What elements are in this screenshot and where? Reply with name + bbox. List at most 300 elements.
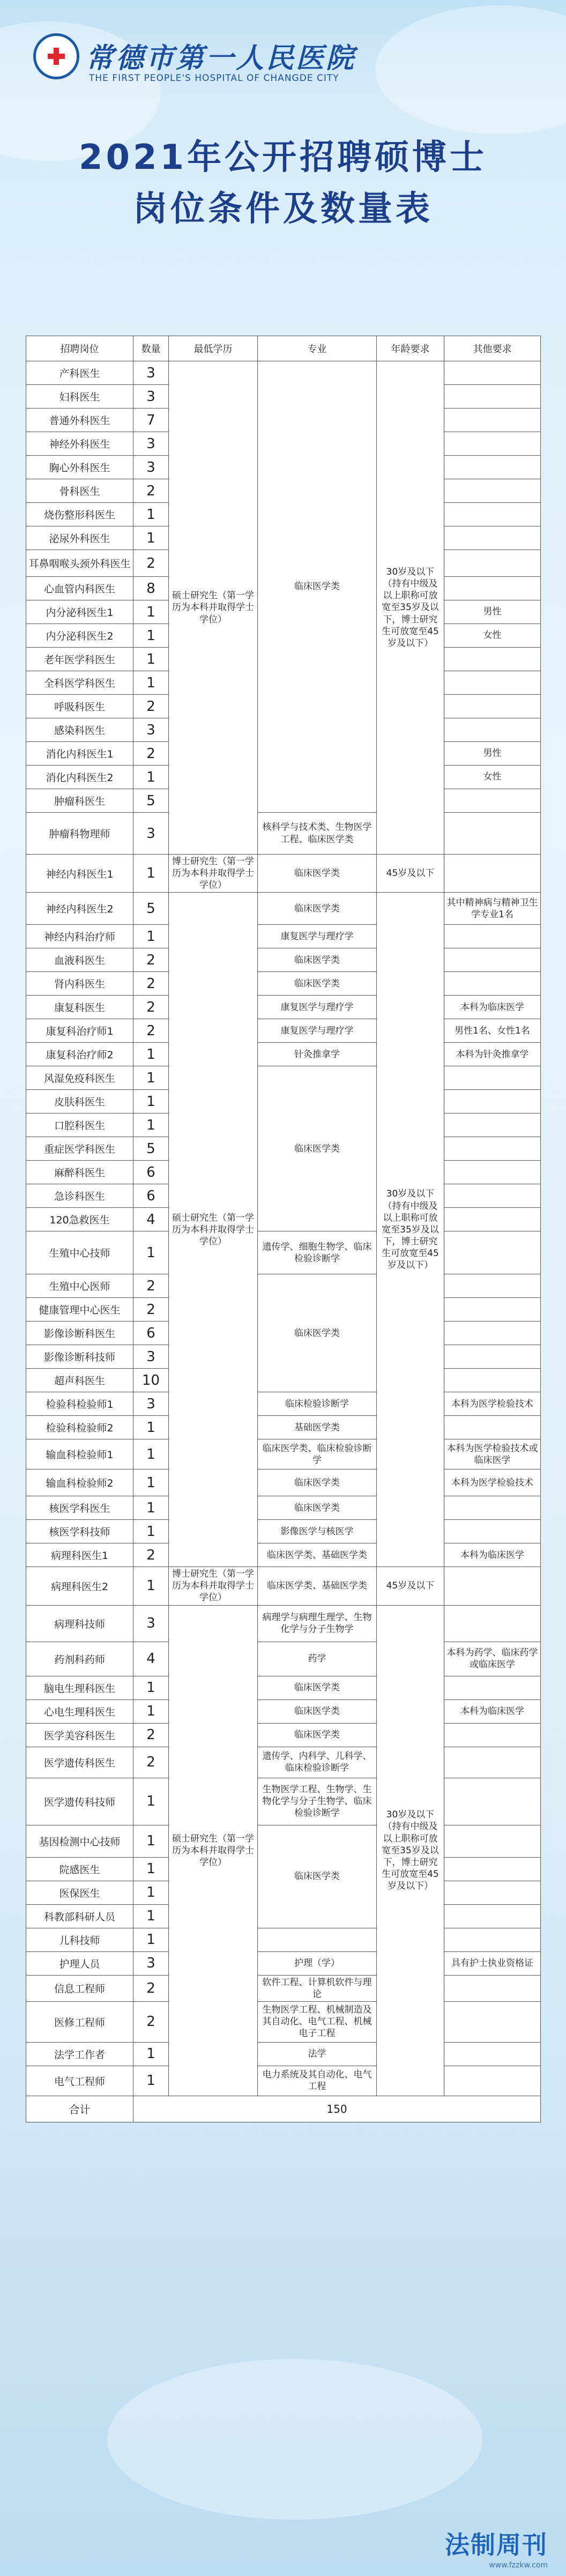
age-requirement: 45岁及以下 [377, 855, 444, 893]
major-requirement: 临床医学类 [258, 948, 377, 972]
table-row [26, 1699, 541, 1723]
table-row [26, 1747, 541, 1778]
table-row [26, 1605, 541, 1642]
major-requirement: 遗传学、内科学、儿科学、临床检验诊断学 [258, 1747, 377, 1778]
education-requirement: 博士研究生（第一学历为本科并取得学士学位） [169, 855, 258, 893]
table-row [26, 1520, 541, 1543]
major-requirement: 护理（学） [258, 1951, 377, 1975]
page-subtitle: 岗位条件及数量表 [133, 189, 433, 229]
other-requirement [444, 1928, 541, 1951]
post-quantity: 4 [133, 1208, 169, 1231]
other-requirement [444, 2001, 541, 2042]
other-requirement [444, 577, 541, 600]
post-quantity: 2 [133, 1298, 169, 1322]
post-quantity: 1 [133, 1567, 169, 1605]
post-name: 内分泌科医生1 [26, 600, 133, 624]
post-name: 胸心外科医生 [26, 456, 133, 479]
other-requirement: 男性 [444, 742, 541, 766]
other-requirement [444, 432, 541, 456]
header-other: 其他要求 [444, 336, 541, 361]
other-requirement: 本科为医学检验技术 [444, 1392, 541, 1416]
hospital-logo [33, 33, 79, 79]
education-requirement: 硕士研究生（第一学历为本科并取得学士学位） [169, 1605, 258, 2096]
age-requirement: 30岁及以下（持有中级及以上职称可放宽至35岁及以下，博士研究生可放宽至45岁及以下） [377, 1605, 444, 2096]
other-requirement [444, 1090, 541, 1113]
age-requirement: 30岁及以下（持有中级及以上职称可放宽至35岁及以下，博士研究生可放宽至45岁及以下） [377, 893, 444, 1567]
watermark [445, 2526, 548, 2570]
other-requirement [444, 503, 541, 526]
post-name: 泌尿外科医生 [26, 526, 133, 550]
major-requirement [258, 1928, 377, 1951]
post-name: 妇科医生 [26, 385, 133, 409]
post-quantity: 1 [133, 1113, 169, 1137]
table-row [26, 1439, 541, 1469]
post-quantity: 2 [133, 972, 169, 996]
post-name: 耳鼻咽喉头颈外科医生 [26, 550, 133, 577]
other-requirement [444, 1161, 541, 1184]
other-requirement [444, 1567, 541, 1605]
major-requirement: 临床医学类 [258, 1723, 377, 1747]
post-quantity: 3 [133, 385, 169, 409]
post-quantity: 1 [133, 855, 169, 893]
other-requirement [444, 1881, 541, 1904]
post-name: 护理人员 [26, 1951, 133, 1975]
post-quantity: 1 [133, 1043, 169, 1066]
post-name: 院感医生 [26, 1857, 133, 1881]
post-quantity: 2 [133, 1975, 169, 2001]
other-requirement [444, 948, 541, 972]
other-requirement [444, 1825, 541, 1857]
table-row [26, 1043, 541, 1066]
table-row [26, 1567, 541, 1605]
major-requirement: 临床医学类 [258, 1274, 377, 1392]
post-quantity: 1 [133, 503, 169, 526]
major-requirement: 药学 [258, 1642, 377, 1676]
major-requirement: 影像医学与核医学 [258, 1520, 377, 1543]
table-row [26, 2001, 541, 2042]
other-requirement [444, 1137, 541, 1161]
post-name: 医修工程师 [26, 2001, 133, 2042]
total-value: 150 [133, 2096, 541, 2122]
table-row [26, 1723, 541, 1747]
post-name: 康复科治疗师1 [26, 1019, 133, 1043]
post-name: 基因检测中心技师 [26, 1825, 133, 1857]
table-row [26, 996, 541, 1019]
major-requirement: 康复医学与理疗学 [258, 996, 377, 1019]
other-requirement [444, 361, 541, 385]
hospital-name: 常德市第一人民医院 [86, 42, 356, 75]
cloud-decoration [107, 2359, 482, 2520]
table-row [26, 813, 541, 855]
major-requirement: 基础医学类 [258, 1416, 377, 1439]
post-name: 健康管理中心医生 [26, 1298, 133, 1322]
other-requirement: 本科为临床医学 [444, 996, 541, 1019]
post-quantity: 1 [133, 648, 169, 671]
post-quantity: 2 [133, 550, 169, 577]
other-requirement [444, 1345, 541, 1369]
post-quantity: 1 [133, 671, 169, 695]
table-row [26, 948, 541, 972]
post-name: 产科医生 [26, 361, 133, 385]
major-requirement: 临床医学类 [258, 1496, 377, 1520]
post-quantity: 1 [133, 2066, 169, 2096]
post-name: 科教部科研人员 [26, 1904, 133, 1928]
post-name: 心电生理科医生 [26, 1699, 133, 1723]
recruitment-table [26, 336, 541, 2122]
major-requirement: 电力系统及其自动化、电气工程 [258, 2066, 377, 2096]
post-name: 神经内科治疗师 [26, 925, 133, 948]
education-requirement: 硕士研究生（第一学历为本科并取得学士学位） [169, 893, 258, 1567]
post-quantity: 5 [133, 893, 169, 925]
post-quantity: 2 [133, 1019, 169, 1043]
major-requirement: 针灸推拿学 [258, 1043, 377, 1066]
post-quantity: 5 [133, 789, 169, 813]
other-requirement [444, 648, 541, 671]
post-name: 脑电生理科医生 [26, 1676, 133, 1699]
post-name: 法学工作者 [26, 2042, 133, 2066]
other-requirement [444, 550, 541, 577]
post-quantity: 1 [133, 1439, 169, 1469]
post-name: 医学遗传科医生 [26, 1747, 133, 1778]
post-quantity: 1 [133, 1881, 169, 1904]
major-requirement: 临床医学类 [258, 855, 377, 893]
table-row [26, 1496, 541, 1520]
table-row [26, 1231, 541, 1274]
post-quantity: 2 [133, 695, 169, 718]
post-quantity: 1 [133, 925, 169, 948]
post-name: 烧伤整形科医生 [26, 503, 133, 526]
post-name: 生殖中心医师 [26, 1274, 133, 1298]
post-quantity: 2 [133, 2001, 169, 2042]
education-requirement: 硕士研究生（第一学历为本科并取得学士学位） [169, 361, 258, 855]
post-name: 内分泌科医生2 [26, 624, 133, 648]
other-requirement: 男性1名、女性1名 [444, 1019, 541, 1043]
post-name: 皮肤科医生 [26, 1090, 133, 1113]
table-header-row [26, 336, 541, 361]
major-requirement: 生物医学工程、机械制造及其自动化、电气工程、机械电子工程 [258, 2001, 377, 2042]
post-quantity: 10 [133, 1369, 169, 1392]
major-requirement: 临床医学类 [258, 972, 377, 996]
header-education: 最低学历 [169, 336, 258, 361]
post-name: 输血科检验师2 [26, 1469, 133, 1496]
post-name: 病理科医生1 [26, 1543, 133, 1567]
post-quantity: 1 [133, 1496, 169, 1520]
major-requirement: 核科学与技术类、生物医学工程、临床医学类 [258, 813, 377, 855]
post-name: 医保医生 [26, 1881, 133, 1904]
major-requirement: 法学 [258, 2042, 377, 2066]
table-row [26, 1416, 541, 1439]
post-name: 电气工程师 [26, 2066, 133, 2096]
post-quantity: 1 [133, 1825, 169, 1857]
post-name: 康复科医生 [26, 996, 133, 1019]
post-name: 儿科技师 [26, 1928, 133, 1951]
major-requirement: 康复医学与理疗学 [258, 1019, 377, 1043]
other-requirement [444, 1747, 541, 1778]
other-requirement: 具有护士执业资格证 [444, 1951, 541, 1975]
table-row [26, 1928, 541, 1951]
post-name: 肿瘤科医生 [26, 789, 133, 813]
watermark-url: www.fzzkw.com [489, 2561, 548, 2570]
post-quantity: 2 [133, 1274, 169, 1298]
other-requirement [444, 456, 541, 479]
post-quantity: 1 [133, 624, 169, 648]
post-quantity: 2 [133, 996, 169, 1019]
table-row [26, 972, 541, 996]
post-name: 口腔科医生 [26, 1113, 133, 1137]
post-quantity: 7 [133, 409, 169, 432]
other-requirement [444, 1857, 541, 1881]
table-row [26, 1975, 541, 2001]
major-requirement: 遗传学、细胞生物学、临床检验诊断学 [258, 1231, 377, 1274]
other-requirement: 本科为医学检验技术或临床医学 [444, 1439, 541, 1469]
post-name: 麻醉科医生 [26, 1161, 133, 1184]
watermark-title: 法制周刊 [445, 2530, 548, 2559]
other-requirement [444, 695, 541, 718]
post-name: 神经内科医生2 [26, 893, 133, 925]
table-row [26, 1274, 541, 1298]
post-quantity: 1 [133, 1469, 169, 1496]
other-requirement [444, 1298, 541, 1322]
post-quantity: 6 [133, 1184, 169, 1208]
major-requirement: 临床医学类 [258, 1699, 377, 1723]
post-name: 神经外科医生 [26, 432, 133, 456]
post-name: 影像诊断科技师 [26, 1345, 133, 1369]
post-name: 急诊科医生 [26, 1184, 133, 1208]
post-name: 120急救医生 [26, 1208, 133, 1231]
post-quantity: 1 [133, 1928, 169, 1951]
post-quantity: 3 [133, 1605, 169, 1642]
other-requirement: 其中精神病与精神卫生学专业1名 [444, 893, 541, 925]
other-requirement [444, 813, 541, 855]
table-row [26, 2066, 541, 2096]
other-requirement: 男性 [444, 600, 541, 624]
table-row [26, 1019, 541, 1043]
page-title: 2021年公开招聘硕博士 [78, 138, 488, 177]
table-row [26, 1469, 541, 1496]
post-quantity: 1 [133, 1520, 169, 1543]
post-name: 信息工程师 [26, 1975, 133, 2001]
post-quantity: 3 [133, 1392, 169, 1416]
post-name: 肿瘤科物理师 [26, 813, 133, 855]
table-row [26, 1778, 541, 1825]
post-quantity: 2 [133, 1543, 169, 1567]
post-name: 核医学科技师 [26, 1520, 133, 1543]
other-requirement: 本科为临床医学 [444, 1543, 541, 1567]
post-name: 全科医学科医生 [26, 671, 133, 695]
other-requirement [444, 855, 541, 893]
post-quantity: 1 [133, 1231, 169, 1274]
other-requirement [444, 972, 541, 996]
other-requirement [444, 1975, 541, 2001]
post-name: 病理科医生2 [26, 1567, 133, 1605]
post-quantity: 2 [133, 1723, 169, 1747]
table-row [26, 1392, 541, 1416]
other-requirement: 女性 [444, 766, 541, 789]
other-requirement [444, 1208, 541, 1231]
other-requirement [444, 2042, 541, 2066]
post-name: 输血科检验师1 [26, 1439, 133, 1469]
post-quantity: 6 [133, 1322, 169, 1345]
post-name: 感染科医生 [26, 718, 133, 742]
other-requirement [444, 1231, 541, 1274]
table-row [26, 1066, 541, 1090]
major-requirement: 临床医学类、临床检验诊断学 [258, 1439, 377, 1469]
other-requirement [444, 671, 541, 695]
post-quantity: 1 [133, 2042, 169, 2066]
other-requirement [444, 1520, 541, 1543]
post-quantity: 3 [133, 813, 169, 855]
post-name: 心血管内科医生 [26, 577, 133, 600]
other-requirement [444, 1778, 541, 1825]
other-requirement: 本科为针灸推拿学 [444, 1043, 541, 1066]
major-requirement: 生物医学工程、生物学、生物化学与分子生物学、临床检验诊断学 [258, 1778, 377, 1825]
total-label: 合计 [26, 2096, 133, 2122]
post-quantity: 1 [133, 1699, 169, 1723]
other-requirement [444, 1322, 541, 1345]
other-requirement: 本科为临床医学 [444, 1699, 541, 1723]
major-requirement: 临床医学类 [258, 1825, 377, 1928]
post-quantity: 2 [133, 948, 169, 972]
other-requirement [444, 1113, 541, 1137]
post-name: 核医学科医生 [26, 1496, 133, 1520]
post-quantity: 5 [133, 1137, 169, 1161]
other-requirement [444, 526, 541, 550]
post-quantity: 1 [133, 1857, 169, 1881]
poster-header [0, 0, 566, 113]
header-quantity: 数量 [133, 336, 169, 361]
major-requirement: 病理学与病理生理学、生物化学与分子生物学 [258, 1605, 377, 1642]
post-quantity: 1 [133, 766, 169, 789]
total-row [26, 2096, 541, 2122]
post-quantity: 2 [133, 1747, 169, 1778]
table-row [26, 361, 541, 385]
post-name: 康复科治疗师2 [26, 1043, 133, 1066]
header-post: 招聘岗位 [26, 336, 133, 361]
post-quantity: 1 [133, 1778, 169, 1825]
table-row [26, 1642, 541, 1676]
other-requirement [444, 789, 541, 813]
post-name: 检验科检验师2 [26, 1416, 133, 1439]
post-name: 神经内科医生1 [26, 855, 133, 893]
other-requirement [444, 1274, 541, 1298]
education-requirement: 博士研究生（第一学历为本科并取得学士学位） [169, 1567, 258, 1605]
other-requirement [444, 1496, 541, 1520]
major-requirement: 临床医学类 [258, 1676, 377, 1699]
post-quantity: 3 [133, 1345, 169, 1369]
major-requirement: 临床医学类、基础医学类 [258, 1543, 377, 1567]
other-requirement [444, 1416, 541, 1439]
red-cross-icon [48, 48, 65, 65]
table-row [26, 1951, 541, 1975]
post-quantity: 3 [133, 1951, 169, 1975]
major-requirement: 临床医学类 [258, 1469, 377, 1496]
post-name: 肾内科医生 [26, 972, 133, 996]
post-name: 老年医学科医生 [26, 648, 133, 671]
header-age: 年龄要求 [377, 336, 444, 361]
post-name: 重症医学科医生 [26, 1137, 133, 1161]
post-quantity: 1 [133, 1904, 169, 1928]
post-name: 普通外科医生 [26, 409, 133, 432]
post-name: 影像诊断科医生 [26, 1322, 133, 1345]
major-requirement: 临床医学类 [258, 1066, 377, 1231]
post-name: 医学遗传科技师 [26, 1778, 133, 1825]
post-quantity: 3 [133, 456, 169, 479]
post-name: 生殖中心技师 [26, 1231, 133, 1274]
other-requirement [444, 1066, 541, 1090]
major-requirement: 康复医学与理疗学 [258, 925, 377, 948]
post-quantity: 2 [133, 479, 169, 503]
post-quantity: 3 [133, 361, 169, 385]
post-name: 血液科医生 [26, 948, 133, 972]
other-requirement [444, 1676, 541, 1699]
post-name: 消化内科医生1 [26, 742, 133, 766]
post-name: 呼吸科医生 [26, 695, 133, 718]
post-quantity: 1 [133, 526, 169, 550]
major-requirement: 临床医学类 [258, 361, 377, 813]
post-quantity: 4 [133, 1642, 169, 1676]
table-row [26, 1543, 541, 1567]
other-requirement [444, 925, 541, 948]
post-name: 风湿免疫科医生 [26, 1066, 133, 1090]
post-quantity: 8 [133, 577, 169, 600]
age-requirement: 30岁及以下（持有中级及以上职称可放宽至35岁及以下，博士研究生可放宽至45岁及以下） [377, 361, 444, 855]
post-name: 超声科医生 [26, 1369, 133, 1392]
post-quantity: 3 [133, 718, 169, 742]
post-quantity: 6 [133, 1161, 169, 1184]
table-row [26, 1676, 541, 1699]
post-quantity: 1 [133, 1066, 169, 1090]
table-row [26, 893, 541, 925]
other-requirement [444, 479, 541, 503]
other-requirement: 本科为医学检验技术 [444, 1469, 541, 1496]
other-requirement [444, 1723, 541, 1747]
post-name: 骨科医生 [26, 479, 133, 503]
header-major: 专业 [258, 336, 377, 361]
age-requirement: 45岁及以下 [377, 1567, 444, 1605]
post-name: 医学美容科医生 [26, 1723, 133, 1747]
post-name: 药剂科药师 [26, 1642, 133, 1676]
post-name: 病理科技师 [26, 1605, 133, 1642]
other-requirement [444, 1184, 541, 1208]
post-name: 消化内科医生2 [26, 766, 133, 789]
table-row [26, 925, 541, 948]
major-requirement: 软件工程、计算机软件与理论 [258, 1975, 377, 2001]
post-quantity: 1 [133, 1090, 169, 1113]
major-requirement: 临床医学类 [258, 893, 377, 925]
other-requirement: 女性 [444, 624, 541, 648]
other-requirement: 本科为药学、临床药学或临床医学 [444, 1642, 541, 1676]
other-requirement [444, 718, 541, 742]
other-requirement [444, 2066, 541, 2096]
other-requirement [444, 1605, 541, 1642]
post-name: 检验科检验师1 [26, 1392, 133, 1416]
other-requirement [444, 385, 541, 409]
other-requirement [444, 1904, 541, 1928]
table-row [26, 855, 541, 893]
other-requirement [444, 1369, 541, 1392]
post-quantity: 3 [133, 432, 169, 456]
table-row [26, 1825, 541, 1857]
major-requirement: 临床检验诊断学 [258, 1392, 377, 1416]
hospital-name-en: THE FIRST PEOPLE'S HOSPITAL OF CHANGDE CITY [89, 73, 339, 84]
other-requirement [444, 409, 541, 432]
major-requirement: 临床医学类、基础医学类 [258, 1567, 377, 1605]
post-quantity: 2 [133, 742, 169, 766]
table-row [26, 2042, 541, 2066]
post-quantity: 1 [133, 1676, 169, 1699]
post-quantity: 1 [133, 1416, 169, 1439]
post-quantity: 1 [133, 600, 169, 624]
